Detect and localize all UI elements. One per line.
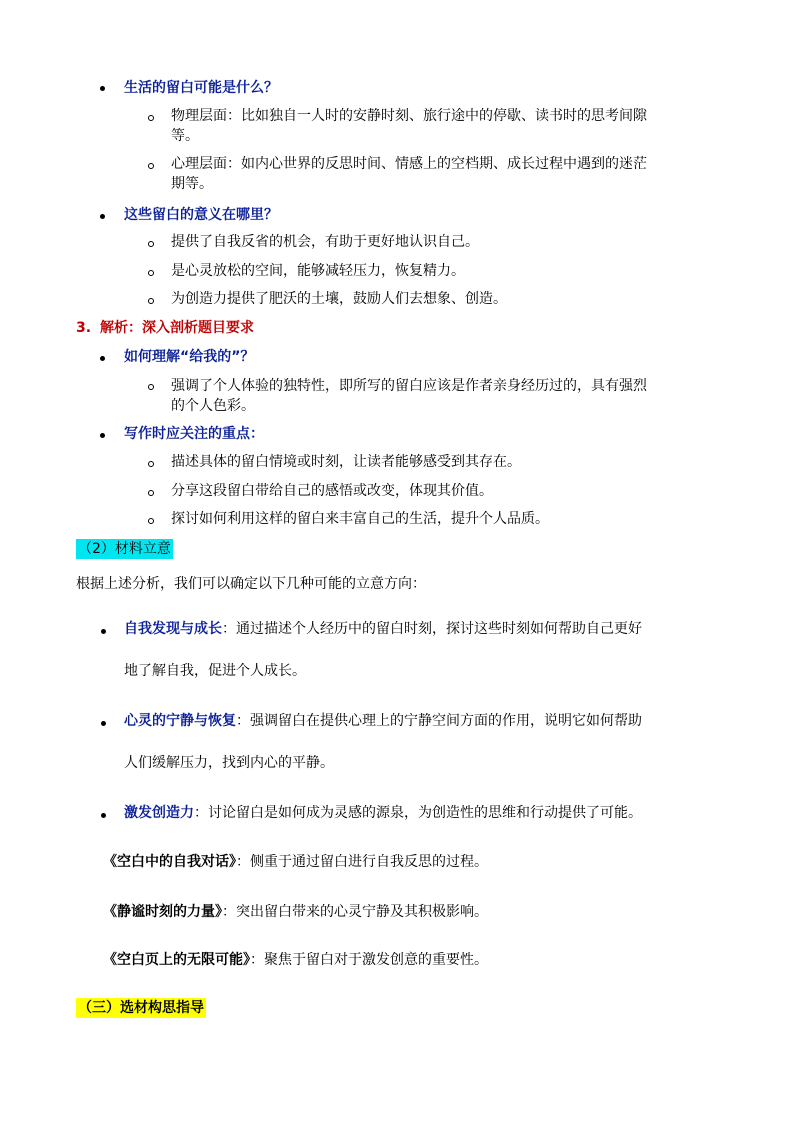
sub-bullet-icon <box>148 270 154 276</box>
list-item-text: 为创造力提供了肥沃的土壤，鼓励人们去想象、创造。 <box>171 291 507 307</box>
direction-desc: ：强调留白在提供心理上的宁静空间方面的作用，说明它如何帮助 <box>236 713 642 729</box>
list-item-text: 心理层面：如内心世界的反思时间、情感上的空档期、成长过程中遇到的迷茫 <box>171 156 647 172</box>
bullet-icon <box>100 433 105 438</box>
sub-bullet-icon <box>148 163 154 169</box>
suggested-title: 《空白中的自我对话》 <box>103 854 236 870</box>
sub-bullet-icon <box>148 384 154 390</box>
bullet-icon <box>100 214 105 219</box>
bullet-icon <box>101 813 106 818</box>
direction-term: 激发创造力 <box>124 805 194 821</box>
suggested-title-row <box>103 950 488 970</box>
section-heading: （三）选材构思指导 <box>78 1000 204 1016</box>
sub-bullet-icon <box>148 298 154 304</box>
bullet-icon <box>100 356 105 361</box>
list-item-text: 描述具体的留白情境或时刻，让读者能够感受到其存在。 <box>171 454 521 470</box>
suggested-title-desc: ：聚焦于留白对于激发创意的重要性。 <box>250 952 488 968</box>
section-title: 解析：深入剖析题目要求 <box>100 320 254 336</box>
direction-desc: ：讨论留白是如何成为灵感的源泉，为创造性的思维和行动提供了可能。 <box>194 805 642 821</box>
direction-desc: ：通过描述个人经历中的留白时刻，探讨这些时刻如何帮助自己更好 <box>222 621 642 637</box>
direction-item <box>124 619 642 639</box>
list-item-text: 强调了个人体验的独特性，即所写的留白应该是作者亲身经历过的，具有强烈 <box>171 378 647 394</box>
direction-desc-cont: 人们缓解压力，找到内心的平静。 <box>124 755 334 771</box>
suggested-title-desc: ：突出留白带来的心灵宁静及其积极影响。 <box>222 904 488 920</box>
list-item-text: 提供了自我反省的机会，有助于更好地认识自己。 <box>171 234 479 250</box>
list-item-text: 分享这段留白带给自己的感悟或改变，体现其价值。 <box>171 483 493 499</box>
suggested-title: 《空白页上的无限可能》 <box>103 952 250 968</box>
question-heading: 写作时应关注的重点： <box>124 426 264 442</box>
bullet-icon <box>101 721 106 726</box>
question-heading: 如何理解“给我的”？ <box>124 349 255 365</box>
list-item-text-cont: 期等。 <box>171 176 213 192</box>
list-item-text-cont: 等。 <box>171 128 199 144</box>
sub-bullet-icon <box>148 518 154 524</box>
question-heading: 生活的留白可能是什么？ <box>124 80 278 96</box>
intro-text: 根据上述分析，我们可以确定以下几种可能的立意方向： <box>76 576 426 592</box>
list-item-text-cont: 的个人色彩。 <box>171 398 255 414</box>
sub-bullet-icon <box>148 490 154 496</box>
suggested-title: 《静谧时刻的力量》 <box>103 904 222 920</box>
sub-bullet-icon <box>148 115 154 121</box>
list-item-text: 探讨如何利用这样的留白来丰富自己的生活，提升个人品质。 <box>171 511 549 527</box>
subsection-heading: （2）材料立意 <box>78 541 171 557</box>
section-number: 3. <box>76 320 92 336</box>
suggested-title-desc: ：侧重于通过留白进行自我反思的过程。 <box>236 854 488 870</box>
direction-item <box>124 711 642 731</box>
bullet-icon <box>100 86 105 91</box>
list-item-text: 是心灵放松的空间，能够减轻压力，恢复精力。 <box>171 263 465 279</box>
sub-bullet-icon <box>148 461 154 467</box>
bullet-icon <box>101 629 106 634</box>
direction-term: 自我发现与成长 <box>124 621 222 637</box>
suggested-title-row <box>103 902 488 922</box>
direction-desc-cont: 地了解自我，促进个人成长。 <box>124 663 306 679</box>
question-heading: 这些留白的意义在哪里？ <box>124 207 278 223</box>
sub-bullet-icon <box>148 241 154 247</box>
suggested-title-row <box>103 852 488 872</box>
direction-item <box>124 803 642 823</box>
list-item-text: 物理层面：比如独自一人时的安静时刻、旅行途中的停歇、读书时的思考间隙 <box>171 108 647 124</box>
direction-term: 心灵的宁静与恢复 <box>124 713 236 729</box>
